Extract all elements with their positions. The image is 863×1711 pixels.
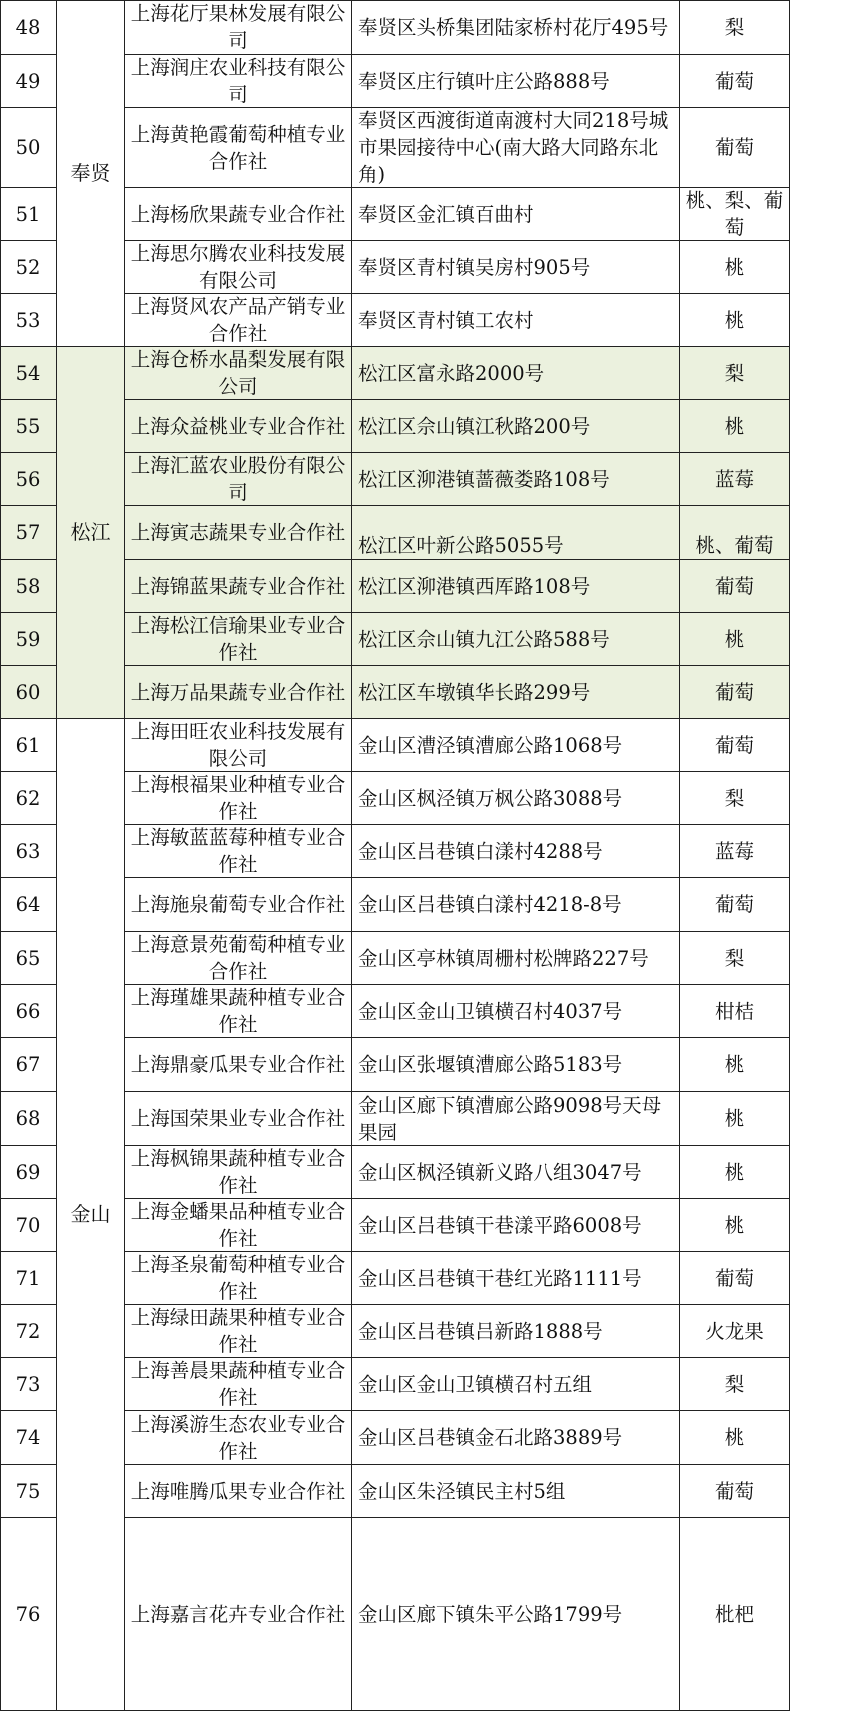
row-number-cell-text: 54	[15, 361, 41, 385]
company-name-cell-text: 上海国荣果业专业合作社	[130, 1107, 346, 1130]
address-cell-text: 金山区张堰镇漕廊公路5183号	[358, 1053, 623, 1076]
row-number-cell-text: 74	[15, 1426, 41, 1449]
fruit-cell-text: 桃	[724, 1160, 745, 1184]
company-name-cell-text: 上海意景苑葡萄种植专业合作社	[130, 933, 346, 983]
company-name-cell-text: 上海思尔腾农业科技发展有限公司	[130, 242, 346, 292]
fruit-cell-text: 葡萄	[714, 893, 754, 916]
fruit-cell-text: 葡萄	[714, 574, 754, 598]
address-cell-text: 金山区金山卫镇横召村4037号	[358, 999, 623, 1023]
row-number-cell-text: 72	[15, 1319, 41, 1343]
address-cell-text: 金山区吕巷镇金石北路3889号	[358, 1426, 623, 1449]
address-cell-text: 金山区漕泾镇漕廊公路1068号	[358, 733, 623, 757]
row-number-cell-text: 66	[15, 999, 41, 1023]
fruit-cell-text: 梨	[724, 1372, 745, 1396]
row-number-cell-text: 70	[15, 1213, 41, 1237]
address-cell-text: 金山区吕巷镇干巷红光路1111号	[358, 1266, 642, 1290]
fruit-cell-text: 梨	[724, 15, 745, 39]
fruit-cell-text: 葡萄	[714, 1479, 754, 1503]
company-name-cell-text: 上海贤风农产品产销专业合作社	[130, 295, 346, 345]
company-name-cell-text: 上海根福果业种植专业合作社	[130, 773, 346, 823]
fruit-cell-text: 桃	[724, 308, 745, 332]
address-cell-text: 金山区吕巷镇白漾村4218-8号	[358, 893, 622, 916]
company-name-cell-text: 上海施泉葡萄专业合作社	[130, 893, 346, 916]
fruit-cell-text: 桃	[724, 255, 745, 279]
company-name-cell-text: 上海枫锦果蔬种植专业合作社	[130, 1147, 346, 1197]
company-name-cell-text: 上海鼎豪瓜果专业合作社	[130, 1053, 346, 1076]
fruit-cell-text: 蓝莓	[714, 467, 754, 491]
row-number-cell-text: 56	[15, 467, 41, 491]
row-number-cell-text: 65	[15, 946, 41, 970]
row-number-cell-text: 75	[15, 1479, 41, 1503]
fruit-cell-text: 桃	[724, 1426, 745, 1449]
row-number-cell-text: 57	[15, 521, 41, 544]
company-name-cell-text: 上海黄艳霞葡萄种植专业合作社	[130, 122, 346, 173]
fruit-cell-text: 梨	[724, 946, 745, 970]
row-number-cell-text: 53	[15, 308, 41, 332]
district-cell-text: 松江	[70, 520, 111, 544]
address-cell-text: 金山区吕巷镇白漾村4288号	[358, 839, 603, 863]
row-number-cell-text: 71	[15, 1266, 41, 1290]
fruit-cell-text: 柑桔	[714, 999, 754, 1023]
district-cell-text: 金山	[70, 1202, 111, 1226]
fruit-cell-text: 梨	[724, 361, 745, 385]
fruit-cell-text: 葡萄	[714, 69, 754, 93]
fruit-cell-text: 桃	[724, 1107, 745, 1130]
row-number-cell-text: 63	[15, 839, 41, 863]
company-name-cell-text: 上海瑾雄果蔬种植专业合作社	[130, 986, 346, 1036]
address-cell-text: 松江区佘山镇江秋路200号	[358, 414, 591, 438]
fruit-cell-text: 桃、葡萄	[695, 534, 774, 557]
row-number-cell-text: 59	[15, 627, 41, 651]
address-cell-text: 松江区富永路2000号	[358, 361, 545, 385]
address-cell-text: 奉贤区青村镇吴房村905号	[358, 255, 591, 279]
row-number-cell-text: 58	[15, 574, 41, 598]
fruit-cell-text: 葡萄	[714, 733, 754, 757]
address-cell-text: 金山区朱泾镇民主村5组	[358, 1479, 566, 1503]
row-number-cell-text: 76	[15, 1602, 41, 1626]
address-cell-text: 松江区佘山镇九江公路588号	[358, 627, 610, 651]
address-cell-text: 金山区廊下镇朱平公路1799号	[358, 1602, 623, 1626]
company-name-cell-text: 上海敏蓝蓝莓种植专业合作社	[130, 826, 346, 876]
fruit-cell-text: 桃	[724, 414, 745, 438]
row-number-cell-text: 50	[15, 136, 41, 159]
address-cell-text: 奉贤区金汇镇百曲村	[358, 202, 534, 226]
address-cell-text: 金山区金山卫镇横召村五组	[358, 1372, 593, 1396]
row-number-cell-text: 62	[15, 786, 41, 810]
fruit-cell-text: 桃、梨、葡萄	[685, 189, 784, 239]
row-number-cell-text: 51	[15, 202, 41, 226]
company-name-cell-text: 上海寅志蔬果专业合作社	[130, 521, 346, 544]
company-name-cell-text: 上海润庄农业科技有限公司	[130, 56, 346, 106]
address-cell-text: 奉贤区庄行镇叶庄公路888号	[358, 69, 610, 93]
company-name-cell-text: 上海善晨果蔬种植专业合作社	[130, 1359, 346, 1409]
fruit-cell-text: 桃	[724, 1053, 745, 1076]
company-name-cell-text: 上海锦蓝果蔬专业合作社	[130, 574, 346, 598]
fruit-cell-text: 桃	[724, 1213, 745, 1237]
company-name-cell-text: 上海仓桥水晶梨发展有限公司	[130, 348, 346, 398]
address-cell-text: 奉贤区头桥集团陆家桥村花厅495号	[358, 15, 669, 39]
row-number-cell-text: 48	[15, 15, 41, 39]
company-name-cell-text: 上海金蟠果品种植专业合作社	[130, 1200, 346, 1250]
company-name-cell-text: 上海嘉言花卉专业合作社	[130, 1602, 346, 1626]
address-cell-text: 松江区叶新公路5055号	[358, 534, 564, 557]
address-cell-text: 金山区枫泾镇新义路八组3047号	[358, 1160, 642, 1184]
row-number-cell-text: 68	[15, 1107, 41, 1130]
fruit-cell-text: 梨	[724, 786, 745, 810]
row-number-cell-text: 64	[15, 893, 41, 916]
company-name-cell-text: 上海杨欣果蔬专业合作社	[130, 202, 346, 226]
address-cell-text: 金山区枫泾镇万枫公路3088号	[358, 786, 623, 810]
address-cell-text: 金山区吕巷镇吕新路1888号	[358, 1319, 603, 1343]
fruit-cell-text: 葡萄	[714, 680, 754, 704]
row-number-cell-text: 49	[15, 69, 41, 93]
fruit-cell-text: 枇杷	[714, 1602, 754, 1626]
address-cell-text: 奉贤区西渡街道南渡村大同218号城市果园接待中心(南大路大同路东北角)	[358, 109, 669, 186]
address-cell-text: 松江区泖港镇西厍路108号	[358, 574, 591, 598]
address-cell-text: 金山区亭林镇周栅村松牌路227号	[358, 946, 649, 970]
fruit-cell-text: 葡萄	[714, 136, 754, 159]
company-name-cell-text: 上海花厅果林发展有限公司	[130, 2, 346, 52]
company-name-cell-text: 上海万品果蔬专业合作社	[130, 680, 346, 704]
fruit-cell-text: 葡萄	[714, 1266, 754, 1290]
company-name-cell-text: 上海溪游生态农业专业合作社	[130, 1412, 346, 1463]
row-number-cell-text: 60	[15, 680, 41, 704]
company-name-cell-text: 上海唯腾瓜果专业合作社	[130, 1479, 346, 1503]
address-cell-text: 金山区廊下镇漕廊公路9098号天母果园	[358, 1093, 662, 1144]
address-cell-text: 奉贤区青村镇工农村	[358, 308, 534, 332]
row-number-cell-text: 52	[15, 255, 41, 279]
row-number-cell-text: 67	[15, 1053, 41, 1076]
address-cell-text: 金山区吕巷镇干巷漾平路6008号	[358, 1213, 642, 1237]
company-name-cell-text: 上海松江信瑜果业专业合作社	[130, 614, 346, 664]
address-cell-text: 松江区泖港镇蔷薇娄路108号	[358, 467, 610, 491]
row-number-cell-text: 55	[15, 414, 41, 438]
row-number-cell-text: 61	[15, 733, 41, 757]
row-number-cell-text: 73	[15, 1372, 41, 1396]
district-cell-text: 奉贤	[70, 160, 111, 185]
fruit-cell-text: 火龙果	[705, 1319, 764, 1343]
company-name-cell-text: 上海绿田蔬果种植专业合作社	[130, 1306, 346, 1356]
company-name-cell-text: 上海田旺农业科技发展有限公司	[130, 720, 346, 770]
fruit-cell-text: 蓝莓	[714, 839, 754, 863]
company-name-cell-text: 上海众益桃业专业合作社	[130, 414, 346, 438]
company-name-cell-text: 上海汇蓝农业股份有限公司	[130, 454, 346, 504]
fruit-cell-text: 桃	[724, 627, 745, 651]
company-name-cell-text: 上海圣泉葡萄种植专业合作社	[130, 1253, 346, 1303]
address-cell-text: 松江区车墩镇华长路299号	[358, 680, 591, 704]
row-number-cell-text: 69	[15, 1160, 41, 1184]
